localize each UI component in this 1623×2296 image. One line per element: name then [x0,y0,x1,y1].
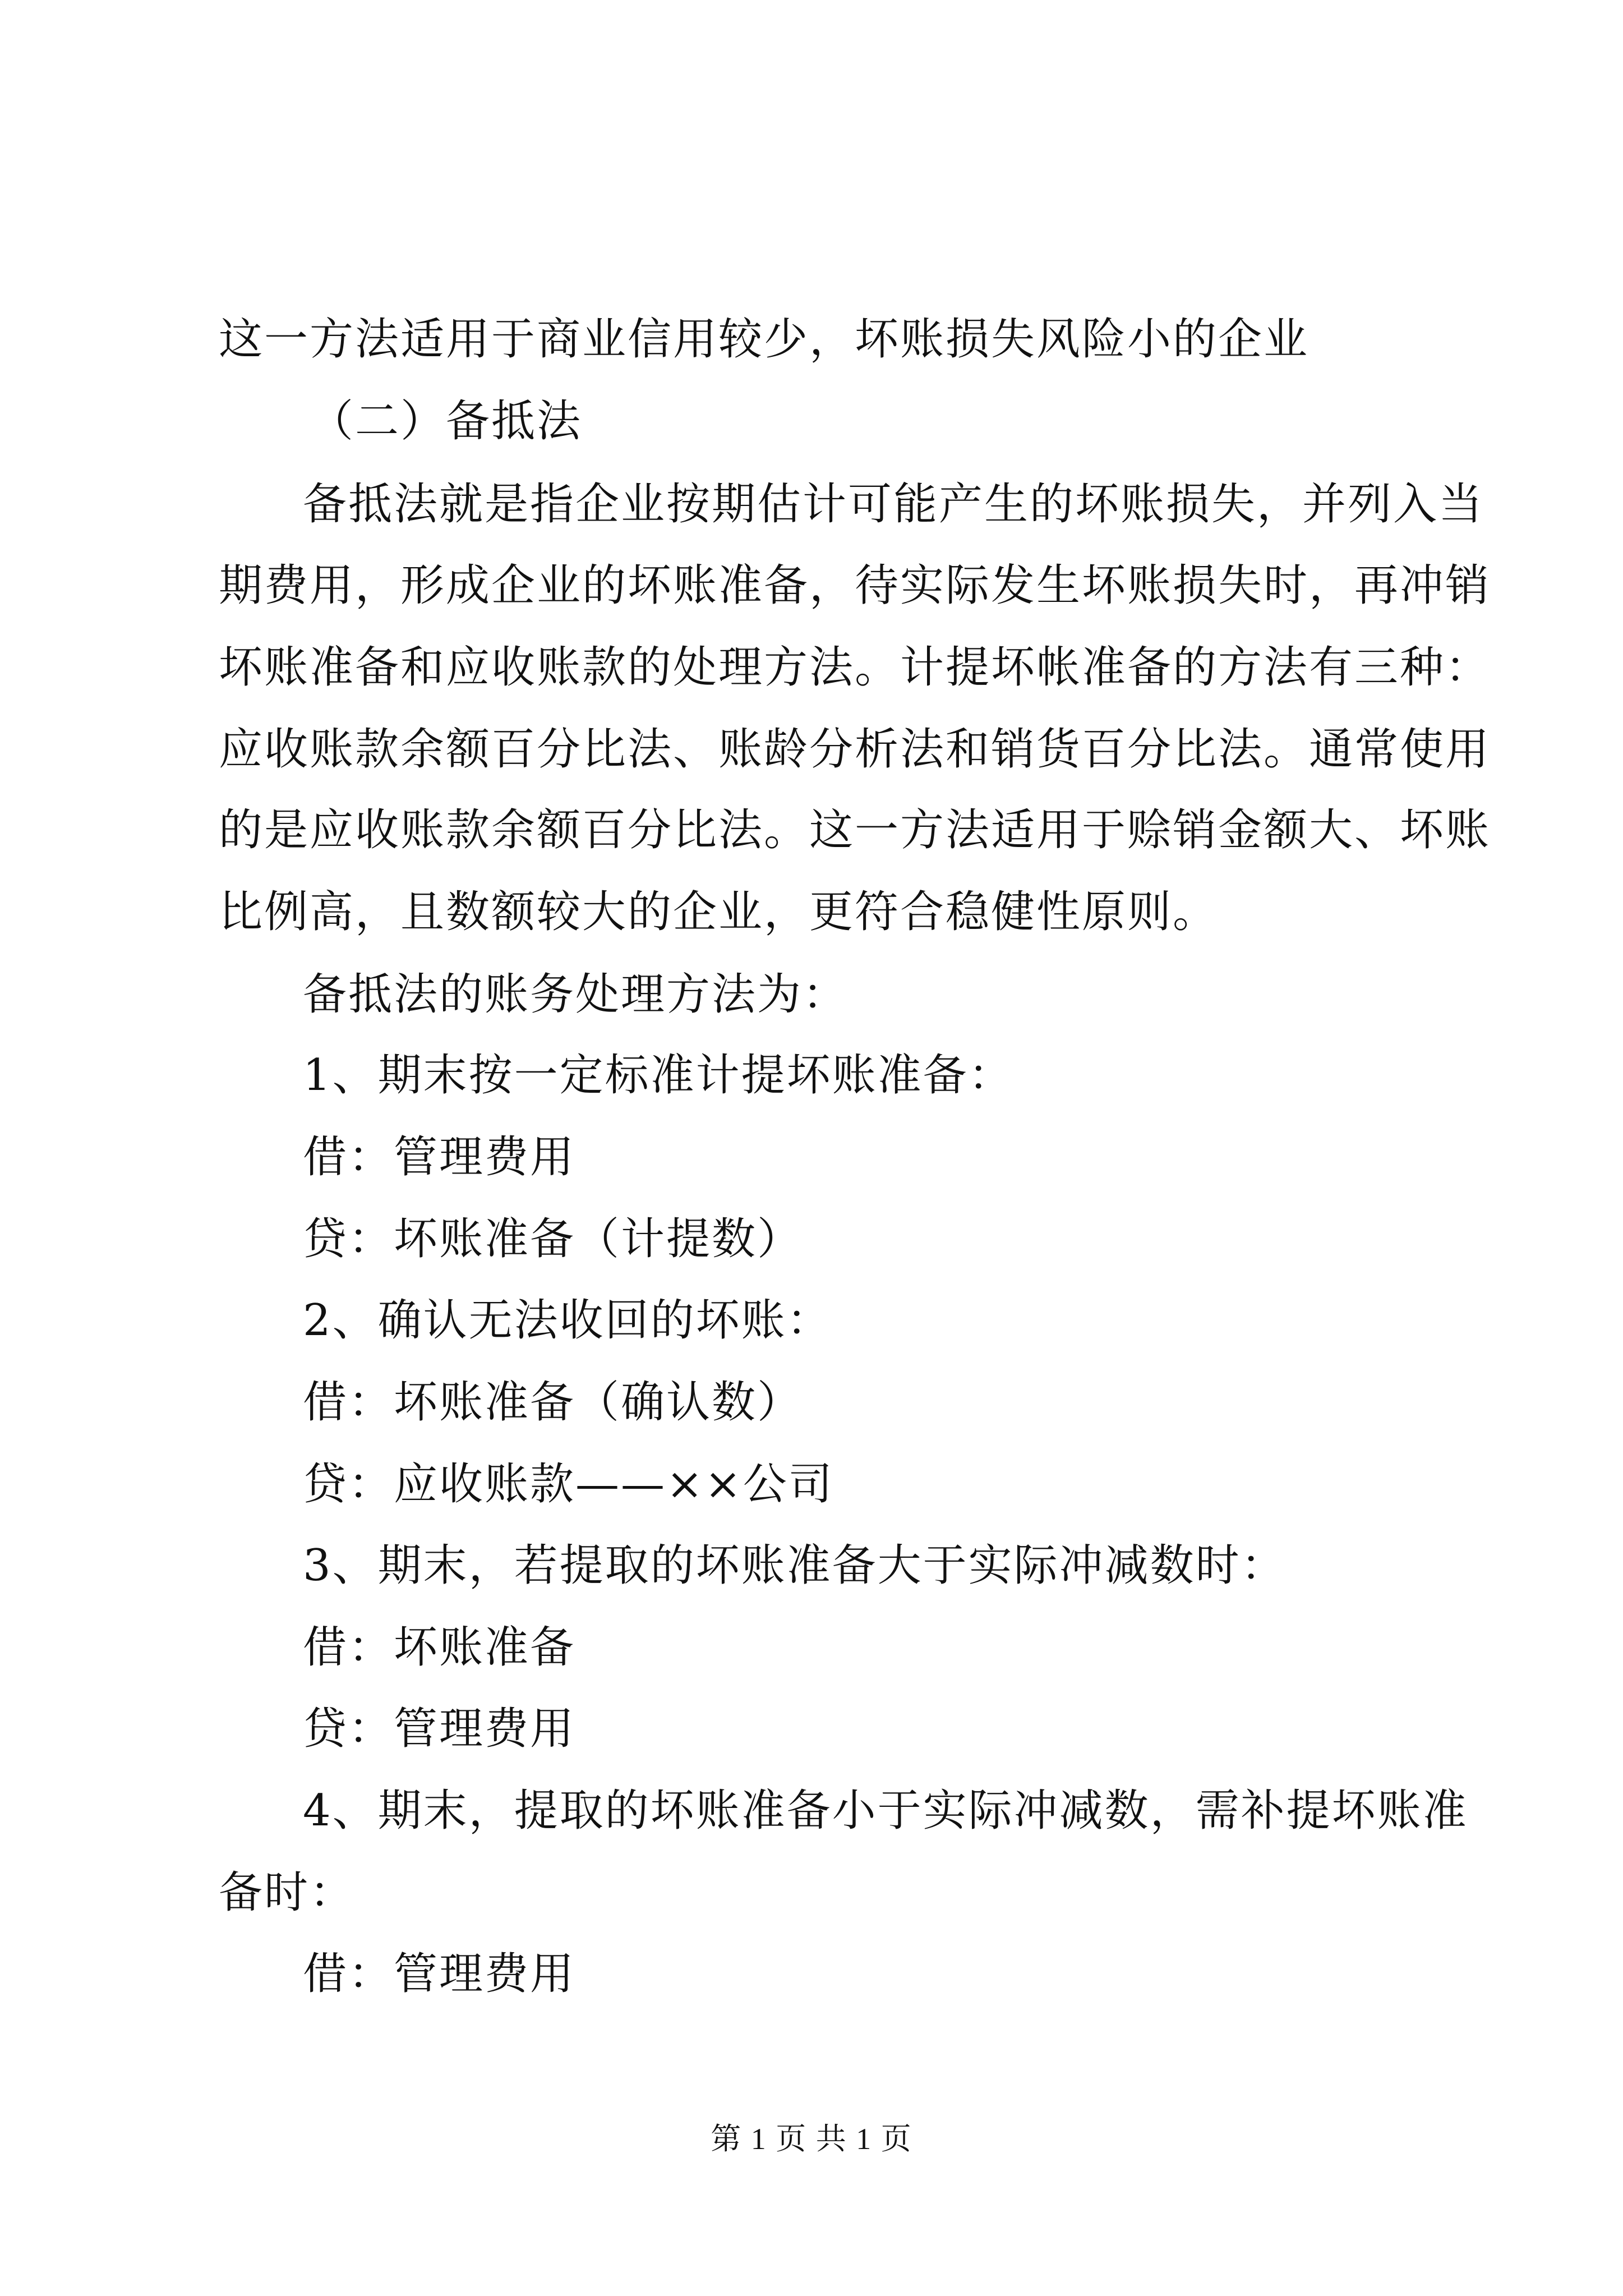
paragraph-line: 备时： [219,1867,356,1918]
debit-entry: 借：管理费用 [303,1949,576,1999]
debit-entry: 借：坏账准备（确认数） [303,1377,803,1428]
paragraph-line: 应收账款余额百分比法、账龄分析法和销货百分比法。通常使用 [219,724,1491,775]
paragraph-line: 备抵法就是指企业按期估计可能产生的坏账损失，并列入当 [303,479,1484,530]
credit-entry: 贷：管理费用 [303,1704,576,1754]
paragraph-line: 比例高，且数额较大的企业，更符合稳健性原则。 [219,887,1219,937]
credit-entry: 贷：坏账准备（计提数） [303,1214,803,1264]
paragraph-line: 这一方法适用于商业信用较少，坏账损失风险小的企业 [219,314,1310,365]
credit-entry: 贷：应收账款——××公司 [303,1459,834,1510]
paragraph-line: 期费用，形成企业的坏账准备，待实际发生坏账损失时，再冲销 [219,560,1491,611]
paragraph-line: 备抵法的账务处理方法为： [303,969,849,1020]
paragraph-line: 坏账准备和应收账款的处理方法。计提坏帐准备的方法有三种： [219,642,1491,693]
paragraph-line: 的是应收账款余额百分比法。这一方法适用于赊销金额大、坏账 [219,805,1491,855]
list-item: 1、期末按一定标准计提坏账准备： [303,1050,1014,1101]
list-item: 3、期末，若提取的坏账准备大于实际冲减数时： [303,1540,1287,1591]
list-item: 2、确认无法收回的坏账： [303,1295,832,1346]
list-item: 4、期末，提取的坏账准备小于实际冲减数，需补提坏账准 [303,1786,1468,1836]
debit-entry: 借：管理费用 [303,1132,576,1182]
page-number-footer: 第 1 页 共 1 页 [711,2122,912,2156]
debit-entry: 借：坏账准备 [303,1622,576,1673]
section-heading: （二）备抵法 [310,396,583,447]
